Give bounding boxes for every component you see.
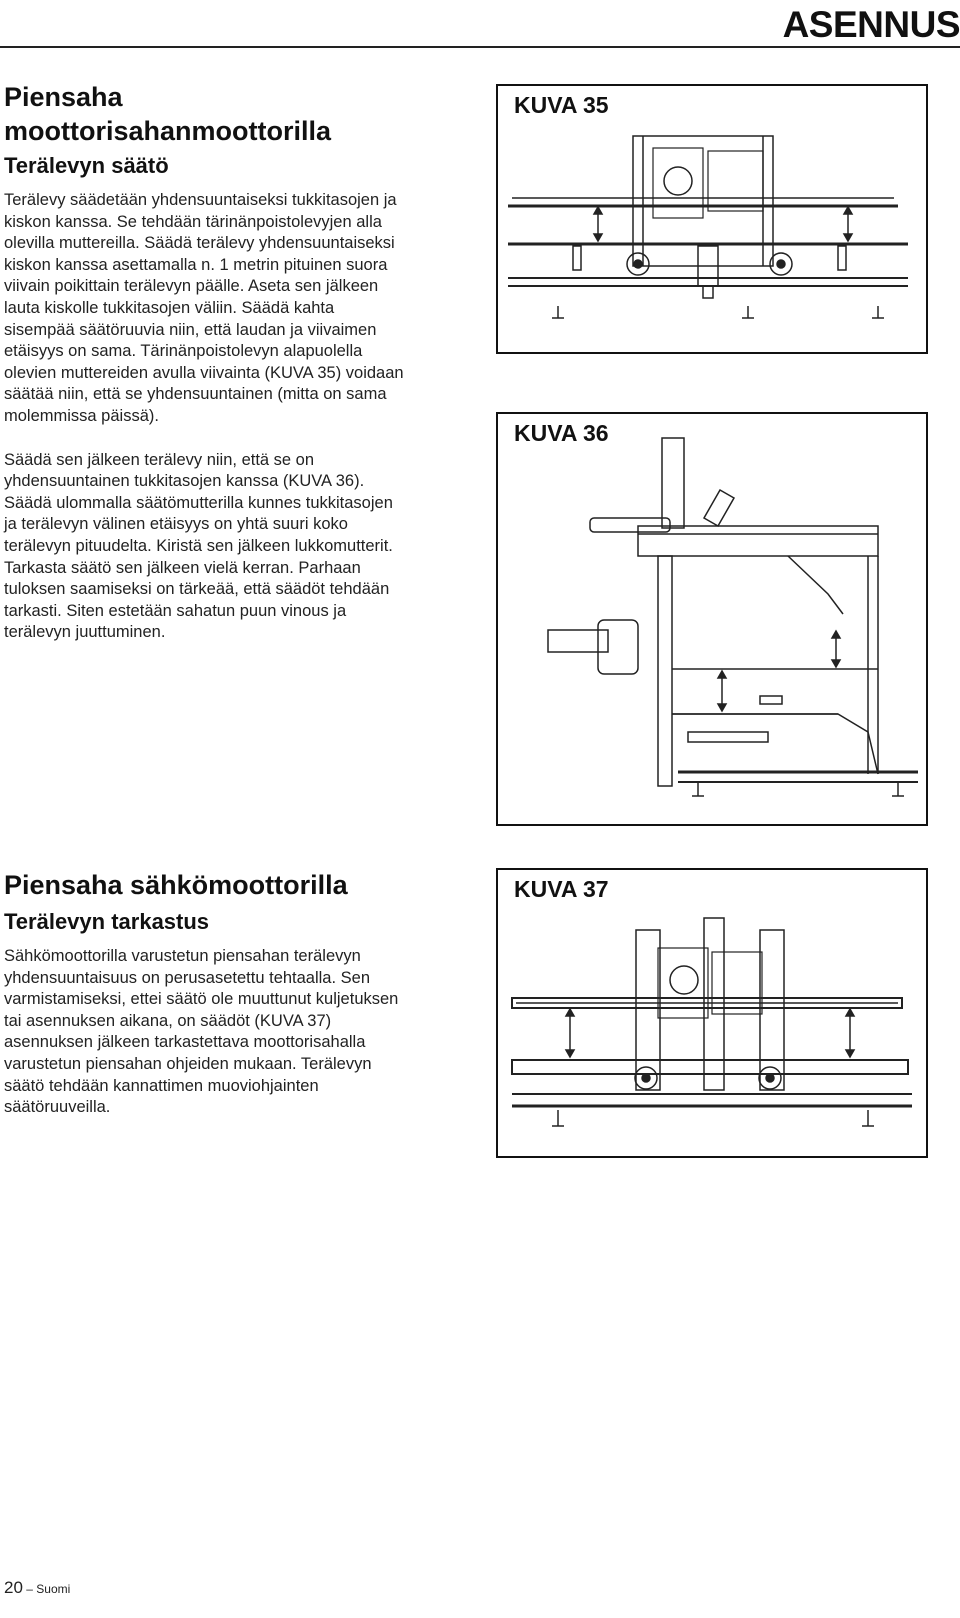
text-line: yhdensuuntaisuus on perusasetettu tehtaalla. Sen (4, 968, 371, 987)
section-saw-chainsaw-motor (4, 80, 444, 644)
figure-kuva-37 (496, 868, 928, 1158)
text-line: terälevyn pituudelta. Kiristä sen jälkeen lukkomutterit. (4, 536, 393, 555)
sawmill-front-view-illustration (498, 86, 926, 352)
text-line: olevien muttereiden avulla viivainta (KUVA 35) voidaan (4, 363, 404, 382)
text-line: ja terälevyn välinen etäisyys on yhtä suuri koko (4, 515, 348, 534)
header-divider (0, 46, 960, 48)
page-number: 20 (4, 1578, 23, 1597)
section-title-line1: Piensaha (4, 82, 123, 112)
text-line: tuloksen saamiseksi on tärkeää, että säädöt tehdään (4, 580, 390, 599)
paragraph-blade-check (4, 946, 444, 1119)
footer-language: Suomi (36, 1582, 71, 1596)
figure-kuva-36 (496, 412, 928, 826)
text-line: Sähkömoottorilla varustetun piensahan terälevyn (4, 947, 361, 965)
text-line: lauta kiskolle tukkitasojen väliin. Säädä kahta (4, 298, 335, 317)
text-line: Terälevy säädetään yhdensuuntaiseksi tukkitasojen ja (4, 191, 397, 209)
text-line: Säädä sen jälkeen terälevy niin, että se on (4, 450, 315, 469)
page-footer (4, 1578, 70, 1598)
page-header-title: ASENNUS (782, 4, 960, 45)
text-line: viivain poikittain terälevyn päälle. Aseta sen jälkeen (4, 277, 379, 296)
text-line: säätö tehdään kannattimen muoviohjainten (4, 1076, 319, 1095)
figure-label: KUVA 36 (514, 420, 609, 446)
text-line: Tarkasta säätö sen jälkeen vielä kerran. Parhaan (4, 558, 361, 577)
text-line: varmistamiseksi, ettei säätö ole muuttunut kuljetuksen (4, 990, 399, 1009)
text-line: yhdensuuntainen tukkitasojen kanssa (KUVA 36). (4, 472, 365, 491)
text-line: varustetun piensahan ohjeiden mukaan. Terälevyn (4, 1054, 372, 1073)
paragraph-blade-adjustment (4, 190, 444, 428)
text-line: molemmissa päissä). (4, 406, 159, 425)
figure-label: KUVA 35 (514, 92, 609, 118)
section-subtitle: Terälevyn tarkastus (4, 909, 210, 934)
section-title: Piensaha sähkömoottorilla (4, 870, 348, 900)
electric-sawmill-front-view-illustration (498, 870, 926, 1156)
text-line: kiskon kanssa asettamalla n. 1 metrin pituinen suora (4, 255, 388, 274)
paragraph-blade-parallel (4, 450, 444, 644)
text-line: terälevyn juuttuminen. (4, 623, 166, 642)
text-line: säätöruuveilla. (4, 1098, 111, 1117)
section-subtitle: Terälevyn säätö (4, 153, 169, 178)
sawmill-side-view-illustration (498, 414, 926, 824)
text-line: etäisyys on sama. Tärinänpoistolevyn alapuolella (4, 342, 363, 361)
text-line: sisempää säätöruuvia niin, että laudan ja viivaimen (4, 320, 377, 339)
section-saw-electric-motor (4, 868, 444, 1119)
section-title-line2: moottorisahanmoottorilla (4, 116, 332, 146)
text-line: säätää niin, että se yhdensuuntainen (mitta on sama (4, 385, 387, 404)
text-line: Säädä ulommalla säätömutterilla kunnes tukkitasojen (4, 493, 393, 512)
text-line: tarkasti. Siten estetään sahatun puun vinous ja (4, 601, 347, 620)
text-line: olevilla muttereilla. Säädä terälevy yhdensuuntaiseksi (4, 234, 395, 253)
text-line: kiskon kanssa. Se tehdään tärinänpoistolevyjen alla (4, 212, 382, 231)
footer-separator: – (22, 1582, 37, 1596)
figure-kuva-35 (496, 84, 928, 354)
text-line: tai asennuksen aikana, on säädöt (KUVA 37) (4, 1011, 332, 1030)
figure-label: KUVA 37 (514, 876, 609, 902)
text-line: asennuksen jälkeen tarkastettava moottorisahalla (4, 1033, 366, 1052)
section-title (4, 80, 444, 148)
